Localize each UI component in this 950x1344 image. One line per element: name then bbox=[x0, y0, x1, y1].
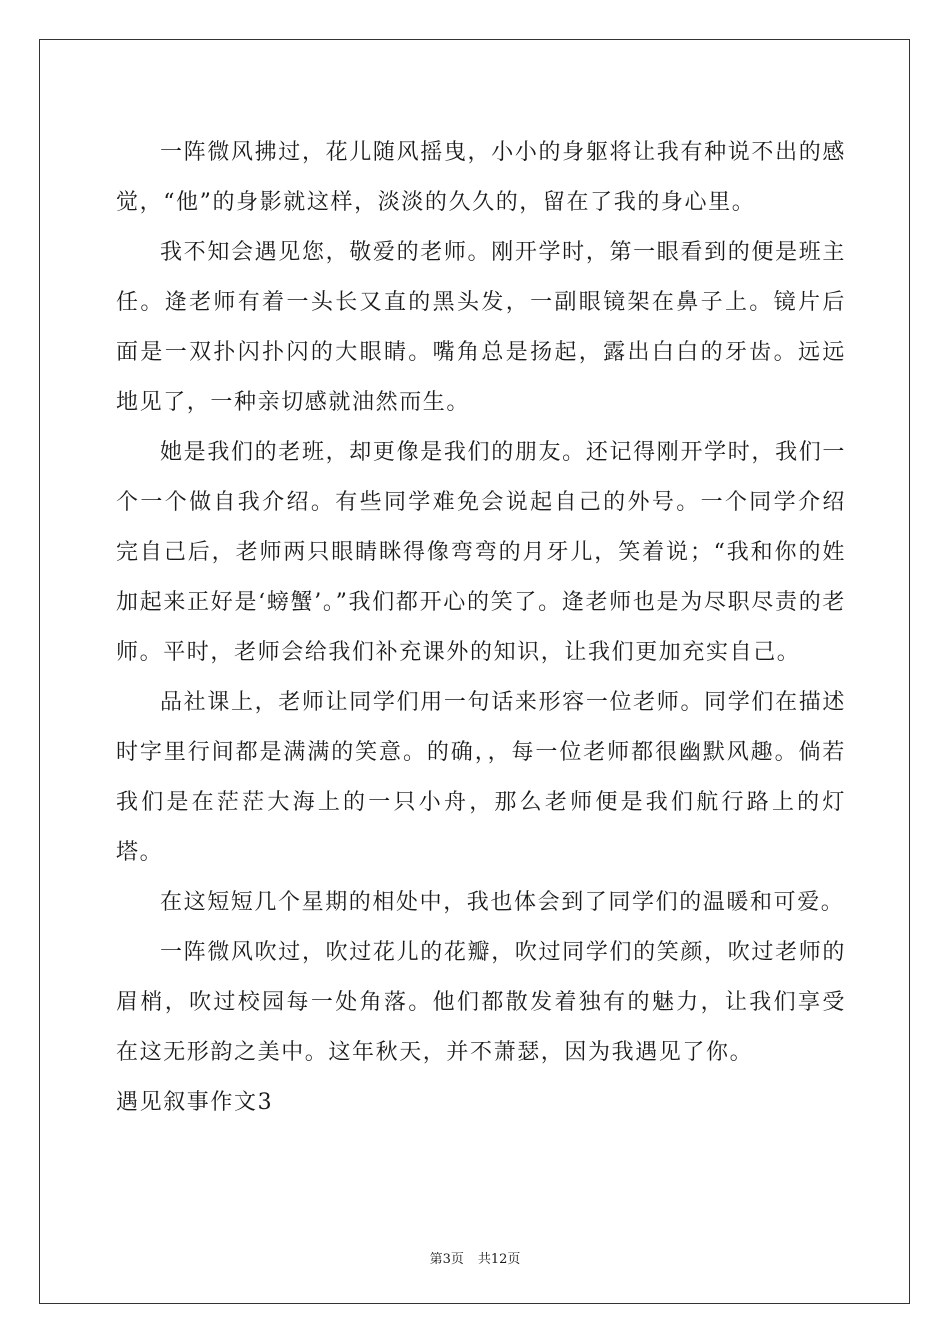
paragraph-5: 在这短短几个星期的相处中，我也体会到了同学们的温暖和可爱。 bbox=[160, 890, 845, 915]
paragraph-2: 我不知会遇见您，敬爱的老师。刚开学时，第一眼看到的便是班主任。逄老师有着一头长又直的黑头发，一副眼镜架在鼻子上。镜片后面是一双扑闪扑闪的大眼睛。嘴角总是扬起，露出白白的牙齿。远远地见了，一种亲切感就油然而生。 bbox=[116, 240, 846, 415]
document-body bbox=[116, 128, 846, 1128]
paragraph-4: 品社课上，老师让同学们用一句话来形容一位老师。同学们在描述时字里行间都是满满的笑意。的确，，每一位老师都很幽默风趣。倘若我们是在茫茫大海上的一只小舟，那么老师便是我们航行路上的灯塔。 bbox=[116, 690, 846, 865]
paragraph-1: 一阵微风拂过，花儿随风摇曳，小小的身躯将让我有种说不出的感觉，“他”的身影就这样，淡淡的久久的，留在了我的身心里。 bbox=[116, 140, 846, 215]
next-essay-title: 遇见叙事作文3 bbox=[116, 1090, 274, 1115]
page-footer bbox=[0, 1248, 950, 1267]
paragraph-3: 她是我们的老班，却更像是我们的朋友。还记得刚开学时，我们一个一个做自我介绍。有些同学难免会说起自己的外号。一个同学介绍完自己后，老师两只眼睛眯得像弯弯的月牙儿，笑着说；“我和你的姓加起来正好是‘螃蟹’。”我们都开心的笑了。逄老师也是为尽职尽责的老师。平时，老师会给我们补充课外的知识，让我们更加充实自己。 bbox=[116, 440, 846, 665]
total-pages: 共12页 bbox=[477, 1252, 521, 1267]
page-number: 第3页 bbox=[429, 1252, 464, 1267]
paragraph-6: 一阵微风吹过，吹过花儿的花瓣，吹过同学们的笑颜，吹过老师的眉梢，吹过校园每一处角落。他们都散发着独有的魅力，让我们享受在这无形韵之美中。这年秋天，并不萧瑟，因为我遇见了你。 bbox=[116, 940, 846, 1065]
